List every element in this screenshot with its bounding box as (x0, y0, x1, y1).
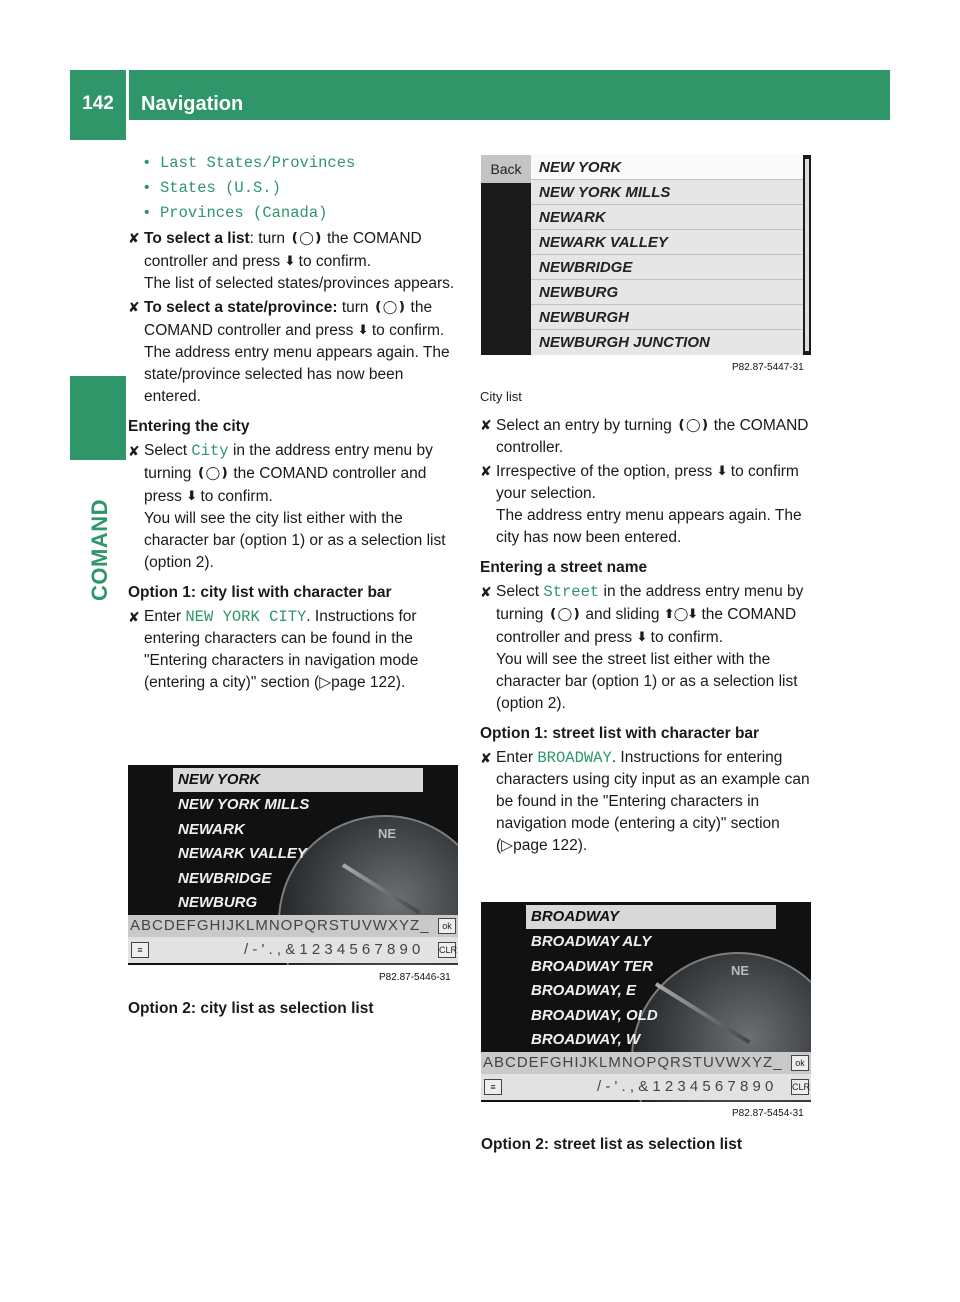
heading-option1-street: Option 1: street list with character bar (480, 725, 760, 742)
city-list-row[interactable]: NEWARK (531, 205, 803, 230)
page-reference-icon: ▷ (319, 674, 332, 691)
step-note: You will see the city list either with the character bar (option 1) or as a selection list (option 2). (144, 510, 446, 571)
step-select-city: ✘ Select City in the address entry menu by turning ❪◯❫ the COMAND controller and press ⬇ to confirm. You will see the city list either with the character bar (option 1) or as a selection list (option 2). (128, 440, 460, 574)
page-reference-icon: ▷ (501, 837, 514, 854)
controller-press-icon: ⬇ (186, 488, 197, 503)
step-select-street: ✘ Select Street in the address entry menu by turning ❪◯❫ and sliding ⬆◯⬇ the COMAND controller and press ⬇ to confirm. You will see the street list either with the character bar (option 1) or as a selection list (option 2). (480, 581, 812, 715)
side-marker (70, 376, 126, 460)
page-link[interactable]: page 122 (331, 674, 396, 691)
city-list-row[interactable]: NEWARK VALLEY (531, 230, 803, 255)
controller-turn-icon: ❪◯❫ (195, 465, 230, 480)
street-entry[interactable]: BROADWAY (531, 908, 620, 925)
step-note: The address entry menu appears again. The state/province selected has now been entered. (144, 344, 450, 405)
city-entry[interactable]: NEWBRIDGE (178, 870, 272, 887)
city-list-row[interactable]: NEW YORK (531, 155, 803, 180)
screen-city-list (481, 155, 811, 355)
city-list-row[interactable]: NEWBURGH JUNCTION (539, 334, 710, 351)
caption-option2-city: Option 2: city list as selection list (128, 1000, 374, 1017)
step-select-entry: ✘ Select an entry by turning ❪◯❫ the COMAND controller. (480, 414, 812, 459)
right-column (480, 384, 812, 857)
controller-press-icon: ⬇ (284, 253, 295, 268)
option-item: • Provinces (Canada) (128, 202, 460, 224)
section-title: Navigation (141, 93, 244, 115)
clr-button[interactable]: CLR (438, 942, 456, 958)
street-entry[interactable]: BROADWAY TER (531, 958, 653, 975)
city-list-row[interactable]: NEWBRIDGE (531, 255, 803, 280)
city-entry[interactable]: NEWBURG (178, 894, 258, 911)
caption-city-list: City list (480, 389, 522, 404)
header-divider (126, 70, 129, 120)
page-number: 142 (82, 93, 114, 114)
page-link[interactable]: page 122 (513, 837, 578, 854)
controller-slide-icon: ⬆◯⬇ (663, 606, 698, 621)
step-note: The list of selected states/provinces appears. (144, 275, 455, 292)
street-entry[interactable]: BROADWAY, OLD (531, 1007, 658, 1024)
list-toggle-icon[interactable]: ≡ (131, 942, 149, 958)
step-arrow-icon: ✘ (480, 463, 492, 479)
left-column (128, 152, 460, 694)
step-arrow-icon: ✘ (480, 417, 492, 433)
side-tab (70, 120, 126, 140)
list-toggle-icon[interactable]: ≡ (484, 1079, 502, 1095)
option-item: • Last States/Provinces (128, 152, 460, 174)
street-entry[interactable]: BROADWAY, E (531, 982, 637, 999)
step-confirm: ✘ Irrespective of the option, press ⬇ to confirm your selection. The address entry menu appears again. The city has now been entered. (480, 460, 812, 549)
heading-entering-street: Entering a street name (480, 559, 648, 576)
step-arrow-icon: ✘ (480, 750, 492, 766)
city-entry[interactable]: NEW YORK (178, 771, 261, 788)
step-note: The address entry menu appears again. The city has now been entered. (496, 507, 802, 546)
heading-option1-city: Option 1: city list with character bar (128, 584, 392, 601)
figure-code: P82.87-5446-31 (379, 972, 451, 983)
scrollbar[interactable] (805, 159, 809, 351)
figure-code: P82.87-5454-31 (732, 1108, 804, 1119)
street-entry[interactable]: BROADWAY ALY (531, 933, 652, 950)
city-entry[interactable]: NEWARK (178, 821, 245, 838)
ok-button[interactable]: ok (791, 1055, 809, 1071)
street-entry[interactable]: BROADWAY, W (531, 1031, 641, 1048)
step-select-state: ✘ To select a state/province: turn ❪◯❫ the COMAND controller and press ⬇ to confirm. The address entry menu appears again. The state/province selected has now been entered. (128, 296, 460, 408)
step-arrow-icon: ✘ (128, 299, 140, 315)
controller-turn-icon: ❪◯❫ (289, 230, 323, 245)
city-list-row[interactable]: NEWBURGH (531, 305, 803, 330)
step-enter-street: ✘ Enter BROADWAY. Instructions for entering characters using city input as an example can be found in the "Entering characters in navigation mode (entering a city)" section (▷page 122). (480, 749, 810, 854)
step-note: You will see the street list either with the character bar (option 1) or as a selection list (option 2). (496, 651, 798, 712)
compass-label: NE (731, 963, 750, 978)
city-entry[interactable]: NEWARK VALLEY (178, 845, 307, 862)
controller-press-icon: ⬇ (357, 322, 368, 337)
controller-turn-icon: ❪◯❫ (372, 299, 407, 314)
controller-press-icon: ⬇ (716, 463, 727, 478)
step-select-list: ✘ To select a list: turn ❪◯❫ the COMAND controller and press ⬇ to confirm. The list of selected states/provinces appears. (128, 227, 460, 295)
step-arrow-icon: ✘ (480, 584, 492, 600)
symbol-bar[interactable]: ≡ / - ' . , & 1 2 3 4 5 6 7 8 9 0 CLR (128, 937, 458, 963)
screen-street-character-bar (481, 902, 811, 1102)
step-arrow-icon: ✘ (128, 443, 140, 459)
city-list-row[interactable]: NEWBURG (531, 280, 803, 305)
side-label: COMAND (87, 499, 112, 601)
step-arrow-icon: ✘ (128, 230, 140, 246)
symbol-bar[interactable]: ≡ / - ' . , & 1 2 3 4 5 6 7 8 9 0 CLR (481, 1074, 811, 1100)
controller-press-icon: ⬇ (636, 629, 647, 644)
city-list-row[interactable]: NEW YORK MILLS (531, 180, 803, 205)
heading-entering-city: Entering the city (128, 418, 250, 435)
figure-code: P82.87-5447-31 (732, 362, 804, 373)
back-button[interactable]: Back (481, 155, 531, 183)
step-arrow-icon: ✘ (128, 609, 140, 625)
option-item: • States (U.S.) (128, 177, 460, 199)
city-entry[interactable]: NEW YORK MILLS (178, 796, 310, 813)
controller-turn-icon: ❪◯❫ (547, 606, 582, 621)
city-list-panel (531, 155, 803, 355)
caption-option2-street: Option 2: street list as selection list (481, 1136, 742, 1153)
screen-city-character-bar (128, 765, 458, 965)
character-bar[interactable]: ABCDEFGHIJKLMNOPQRSTUVWXYZ_ ok (481, 1052, 811, 1074)
character-bar[interactable]: ABCDEFGHIJKLMNOPQRSTUVWXYZ_ ok (128, 915, 458, 937)
compass-label: NE (378, 826, 397, 841)
controller-turn-icon: ❪◯❫ (676, 417, 710, 432)
clr-button[interactable]: CLR (791, 1079, 809, 1095)
back-column (481, 155, 531, 355)
ok-button[interactable]: ok (438, 918, 456, 934)
step-enter-city: ✘ Enter NEW YORK CITY. Instructions for entering characters can be found in the "Entering characters in navigation mode (entering a city)" section (▷page 122). (128, 608, 419, 691)
